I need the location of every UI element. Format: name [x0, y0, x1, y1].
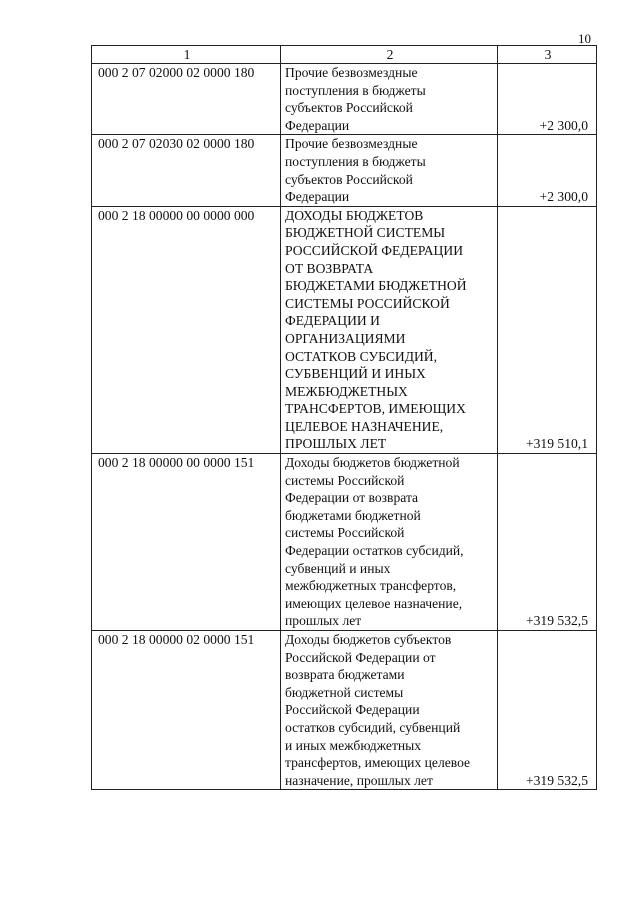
description-line: остатков субсидий, субвенций: [285, 719, 461, 735]
description-line: СУБВЕНЦИЙ И ИНЫХ: [285, 366, 426, 382]
income-description: [281, 206, 498, 453]
description-line: прошлых лет: [285, 613, 362, 629]
table-row: [92, 135, 597, 206]
table-row: [92, 631, 597, 790]
amount-value: +2 300,0: [498, 64, 597, 135]
description-line: субъектов Российской: [285, 100, 413, 116]
budget-table: [91, 45, 597, 790]
budget-code: 000 2 18 00000 00 0000 000: [92, 206, 281, 453]
description-line: назначение, прошлых лет: [285, 772, 433, 788]
description-line: Российской Федерации от: [285, 649, 436, 665]
description-line: Российской Федерации: [285, 702, 420, 718]
description-line: Доходы бюджетов субъектов: [285, 632, 452, 647]
description-line: системы Российской: [285, 525, 405, 541]
column-header-code: 1: [92, 46, 281, 64]
description-line: системы Российской: [285, 472, 405, 488]
description-line: имеющих целевое назначение,: [285, 595, 463, 611]
description-line: РОССИЙСКОЙ ФЕДЕРАЦИИ: [285, 242, 464, 258]
description-line: ФЕДЕРАЦИИ И: [285, 313, 380, 329]
page-number: 10: [578, 31, 591, 46]
amount-value: +2 300,0: [498, 135, 597, 206]
table-row: [92, 64, 597, 135]
description-line: ОРГАНИЗАЦИЯМИ: [285, 330, 406, 346]
description-line: ЦЕЛЕВОЕ НАЗНАЧЕНИЕ,: [285, 418, 444, 434]
description-line: МЕЖБЮДЖЕТНЫХ: [285, 383, 408, 399]
amount-value: +319 532,5: [498, 631, 597, 790]
description-line: Прочие безвозмездные: [285, 136, 418, 152]
description-line: Федерации от возврата: [285, 490, 419, 506]
description-line: возврата бюджетами: [285, 667, 405, 683]
income-description: [281, 64, 498, 135]
budget-code: 000 2 18 00000 02 0000 151: [92, 631, 281, 790]
description-line: БЮДЖЕТНОЙ СИСТЕМЫ: [285, 225, 446, 241]
income-description: [281, 135, 498, 206]
amount-value: +319 510,1: [498, 206, 597, 453]
amount-value: +319 532,5: [498, 454, 597, 631]
income-description: [281, 631, 498, 790]
description-line: Федерации: [285, 117, 350, 133]
description-line: ДОХОДЫ БЮДЖЕТОВ: [285, 207, 424, 223]
description-line: ПРОШЛЫХ ЛЕТ: [285, 436, 387, 452]
budget-code: 000 2 07 02030 02 0000 180: [92, 135, 281, 206]
description-line: бюджетной системы: [285, 684, 404, 700]
description-line: СИСТЕМЫ РОССИЙСКОЙ: [285, 295, 450, 311]
description-line: Федерации: [285, 189, 350, 205]
description-line: субъектов Российской: [285, 171, 413, 187]
budget-code: 000 2 07 02000 02 0000 180: [92, 64, 281, 135]
description-line: Прочие безвозмездные: [285, 65, 418, 80]
description-line: Доходы бюджетов бюджетной: [285, 455, 460, 471]
income-description: [281, 454, 498, 631]
table-header-row: [92, 46, 597, 64]
budget-code: 000 2 18 00000 00 0000 151: [92, 454, 281, 631]
description-line: Федерации остатков субсидий,: [285, 543, 464, 559]
description-line: субвенций и иных: [285, 560, 391, 576]
table-row: [92, 454, 597, 631]
description-line: межбюджетных трансфертов,: [285, 578, 457, 594]
column-header-amount: 3: [498, 46, 597, 64]
column-header-name: 2: [281, 46, 498, 64]
description-line: БЮДЖЕТАМИ БЮДЖЕТНОЙ: [285, 278, 467, 294]
description-line: ОТ ВОЗВРАТА: [285, 260, 374, 276]
description-line: трансфертов, имеющих целевое: [285, 755, 471, 771]
description-line: поступления в бюджеты: [285, 82, 426, 98]
description-line: поступления в бюджеты: [285, 153, 426, 169]
table-row: [92, 206, 597, 453]
description-line: и иных межбюджетных: [285, 737, 422, 753]
description-line: бюджетами бюджетной: [285, 507, 421, 523]
description-line: ТРАНСФЕРТОВ, ИМЕЮЩИХ: [285, 401, 466, 417]
description-line: ОСТАТКОВ СУБСИДИЙ,: [285, 348, 438, 364]
